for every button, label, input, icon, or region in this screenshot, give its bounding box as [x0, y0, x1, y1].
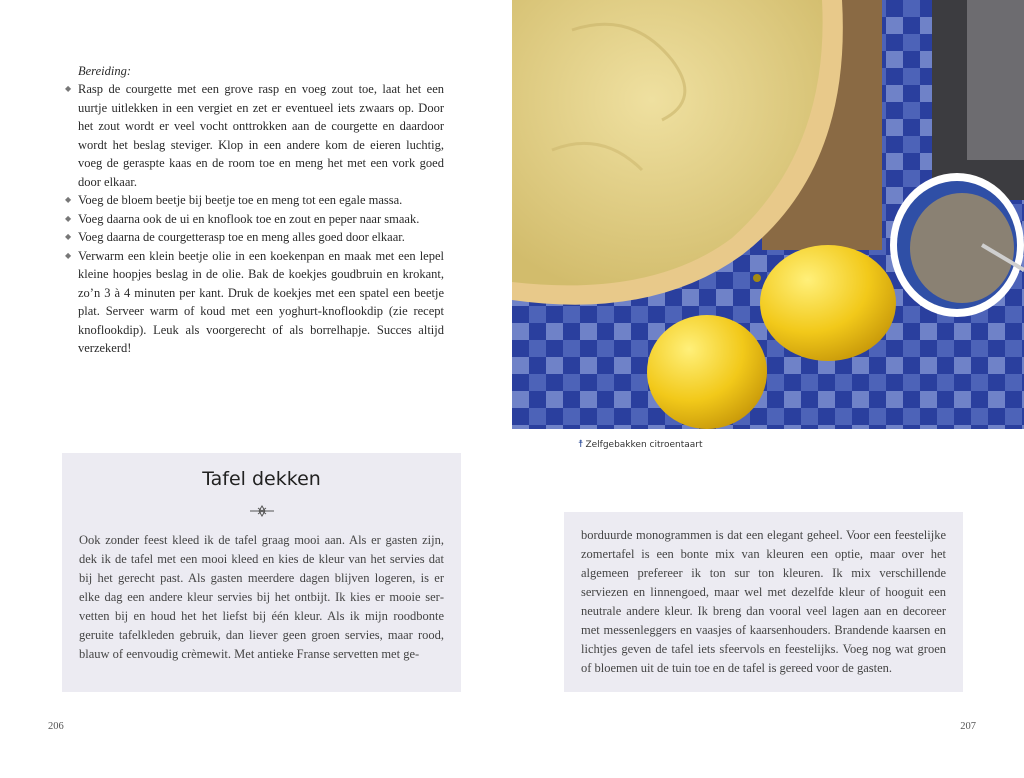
recipe-steps: [65, 80, 444, 358]
page-number-right: 207: [960, 721, 976, 732]
caption-text: Zelfgebakken citroentaart: [585, 440, 703, 450]
bullet-icon: ◆: [65, 250, 72, 260]
recipe-step: ◆ Verwarm een klein beetje olie in een koekenpan en maak met een lepel kleine hoopjes beslag in de olie. Bak de koekjes goudbruin en krokant, zo’n 3 à 4 minuten per kant. Druk de koekjes met een spatel een beetje plat. Serveer warm of koud met een yoghurt-knoflookdip (zie recept knoflookdip). Leuk als voorgerecht of als borrelhapje. Succes altijd verzekerd!: [65, 248, 444, 355]
recipe-heading: Bereiding:: [78, 64, 131, 78]
photo-caption: [578, 439, 703, 450]
right-page: [512, 0, 1024, 778]
box-title: Tafel dekken: [202, 468, 321, 490]
bullet-icon: ◆: [65, 232, 72, 241]
box-text-right: borduurde monogrammen is dat een elegant geheel. Voor een feestelijke zomertafel is een bonte mix van kleuren een optie, maar over het algemeen prefereer ik ton sur ton kleuren. Ik mix verschillende serviezen en linnengoed, maar wel met dezelfde kleur of hooguit een neutrale andere kleur. Ik breng dan vooral veel lagen aan en decoreer met messenleggers en vaasjes of kaarsenhouders. Brandende kaarsen en lichtjes geven de tafel iets sfeervols en feestelijks. Voeg nog wat groen of bloemen uit de tuin toe en de tafel is gereed voor de gasten.: [581, 528, 946, 675]
bullet-icon: ◆: [65, 84, 72, 93]
recipe-step: ◆ Rasp de courgette met een grove rasp en voeg zout toe, laat het een uurtje uitlekken in een vergiet en zet er eventueel iets zwaars op. Door het zout wordt er veel vocht onttrokken aan de courgette en daardoor wordt het beslag steviger. Klop in een andere kom de eieren luchtig, voeg de geraspte kaas en de room toe en meng het met een vork goed door elkaar.: [65, 82, 444, 189]
bullet-icon: ◆: [65, 195, 72, 204]
ornament-icon: [249, 505, 275, 517]
figure-icon: ☨: [578, 439, 584, 450]
recipe-step: ◆ Voeg daarna ook de ui en knoflook toe en zout en peper naar smaak.: [78, 210, 444, 229]
recipe-step: ◆ Voeg de bloem beetje bij beetje toe en meng tot een egale massa.: [78, 191, 444, 210]
recipe-instructions: [65, 62, 444, 358]
bullet-icon: ◆: [65, 213, 72, 223]
recipe-step: ◆ Voeg daarna de courgetterasp toe en meng alles goed door elkaar.: [78, 228, 444, 247]
sidebar-box-right: [564, 512, 963, 692]
sidebar-box-left: [62, 453, 461, 692]
box-text-left: Ook zonder feest kleed ik de tafel graag mooi aan. Als er gasten zijn, dek ik de tafel met een mooi kleed en kies de kleur van het servies dat bij het gerecht past. Als gasten meerdere dagen blijven logeren, is er elke dag een andere kleur servies bij het ontbijt. Ik kies er mooie servetten bij en houd het het liefst bij één kleur. Als ik mijn roodbonte geruite tafelkleden gebruik, dan liever geen groen servies, maar rood, blauw of eenvoudig crèmewit. Met antieke Franse servetten met ge-: [79, 533, 444, 661]
lemon-tart-photo: [512, 0, 1024, 429]
page-number-left: 206: [48, 721, 64, 732]
